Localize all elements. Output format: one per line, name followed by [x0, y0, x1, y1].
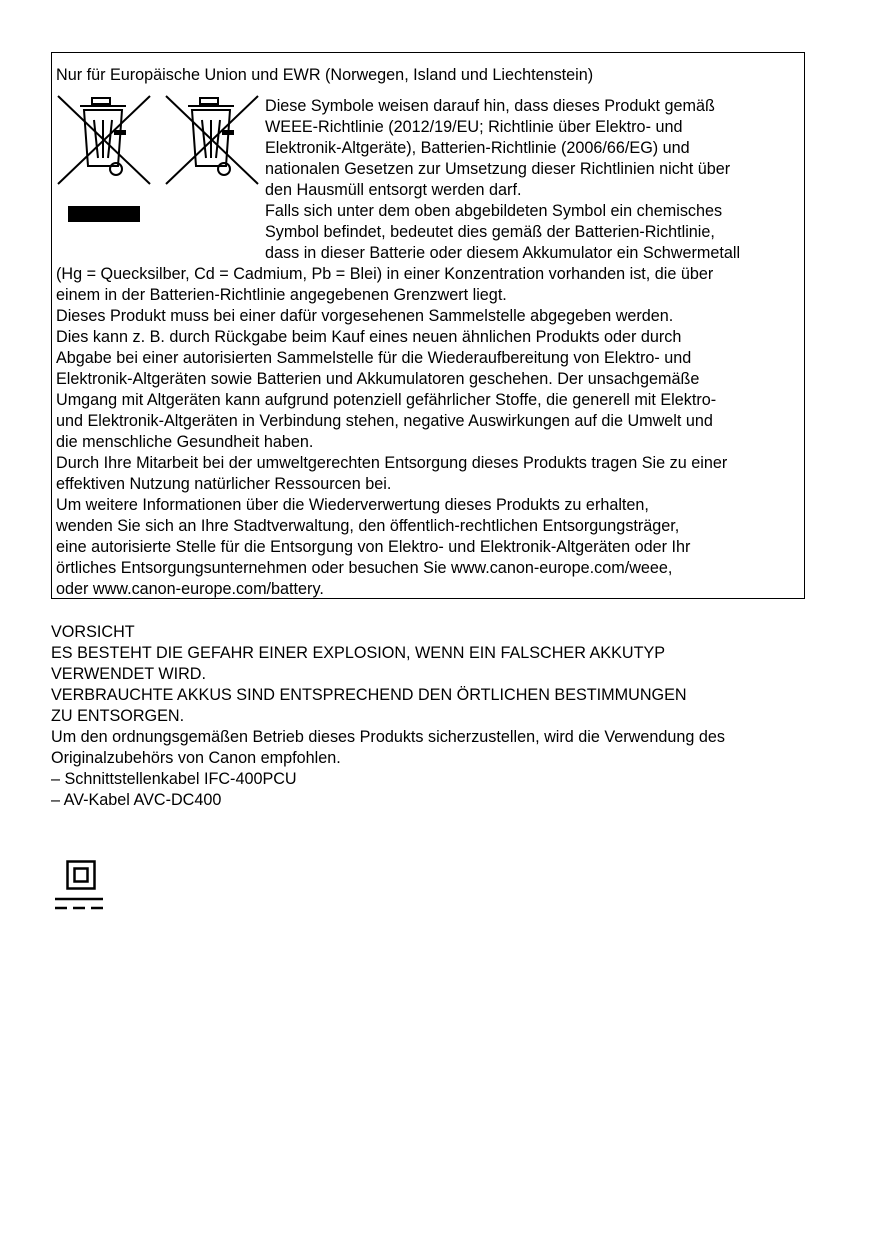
- weee-text-line: Falls sich unter dem oben abgebildeten Symbol ein chemisches: [265, 202, 723, 220]
- weee-text-line: Symbol befindet, bedeutet dies gemäß der Batterien-Richtlinie,: [265, 223, 715, 241]
- weee-text-line: Umgang mit Altgeräten kann aufgrund potenziell gefährlicher Stoffe, die generell mit Elektro-: [56, 391, 717, 409]
- caution-heading: VORSICHT: [51, 623, 135, 641]
- weee-text-line: einem in der Batterien-Richtlinie angegebenen Grenzwert liegt.: [56, 286, 507, 304]
- weee-text-line: Dieses Produkt muss bei einer dafür vorgesehenen Sammelstelle abgegeben werden.: [56, 307, 674, 325]
- accessory-item: – AV-Kabel AVC-DC400: [51, 791, 222, 809]
- weee-text-line: den Hausmüll entsorgt werden darf.: [265, 181, 522, 199]
- double-insulation-icon: [66, 860, 96, 890]
- weee-text-line: nationalen Gesetzen zur Umsetzung dieser Richtlinien nicht über: [265, 160, 731, 178]
- weee-text-line: oder www.canon-europe.com/battery.: [56, 580, 324, 598]
- weee-text-line: örtliches Entsorgungsunternehmen oder besuchen Sie www.canon-europe.com/weee,: [56, 559, 673, 577]
- weee-text-line: wenden Sie sich an Ihre Stadtverwaltung, den öffentlich-rechtlichen Entsorgungsträger,: [56, 517, 680, 535]
- caution-line: ZU ENTSORGEN.: [51, 707, 185, 725]
- weee-text-line: die menschliche Gesundheit haben.: [56, 433, 314, 451]
- caution-line: Um den ordnungsgemäßen Betrieb dieses Produkts sicherzustellen, wird die Verwendung des: [51, 728, 725, 746]
- weee-heading: Nur für Europäische Union und EWR (Norwegen, Island und Liechtenstein): [56, 66, 594, 84]
- crossed-out-wheelie-bin-icon: [164, 94, 260, 186]
- weee-text-line: Diese Symbole weisen darauf hin, dass dieses Produkt gemäß: [265, 97, 715, 115]
- weee-text-line: effektiven Nutzung natürlicher Ressourcen bei.: [56, 475, 392, 493]
- weee-text-line: Elektronik-Altgeräten sowie Batterien und Akkumulatoren geschehen. Der unsachgemäße: [56, 370, 700, 388]
- weee-text-line: Um weitere Informationen über die Wiederverwertung dieses Produkts zu erhalten,: [56, 496, 649, 514]
- caution-line: VERWENDET WIRD.: [51, 665, 206, 683]
- weee-text-line: dass in dieser Batterie oder diesem Akkumulator ein Schwermetall: [265, 244, 741, 262]
- direct-current-icon: [55, 896, 103, 912]
- caution-line: Originalzubehörs von Canon empfohlen.: [51, 749, 341, 767]
- weee-text-line: eine autorisierte Stelle für die Entsorgung von Elektro- und Elektronik-Altgeräten oder Ihr: [56, 538, 691, 556]
- caution-line: ES BESTEHT DIE GEFAHR EINER EXPLOSION, WENN EIN FALSCHER AKKUTYP: [51, 644, 666, 662]
- weee-text-line: und Elektronik-Altgeräten in Verbindung stehen, negative Auswirkungen auf die Umwelt und: [56, 412, 713, 430]
- weee-text-line: Elektronik-Altgeräte), Batterien-Richtlinie (2006/66/EG) und: [265, 139, 690, 157]
- solid-bar-icon: [68, 206, 140, 222]
- weee-text-line: Dies kann z. B. durch Rückgabe beim Kauf eines neuen ähnlichen Produkts oder durch: [56, 328, 682, 346]
- weee-text-line: (Hg = Quecksilber, Cd = Cadmium, Pb = Blei) in einer Konzentration vorhanden ist, die über: [56, 265, 714, 283]
- weee-text-line: Durch Ihre Mitarbeit bei der umweltgerechten Entsorgung dieses Produkts tragen Sie zu einer: [56, 454, 728, 472]
- caution-line: VERBRAUCHTE AKKUS SIND ENTSPRECHEND DEN ÖRTLICHEN BESTIMMUNGEN: [51, 686, 687, 704]
- weee-text-line: WEEE-Richtlinie (2012/19/EU; Richtlinie über Elektro- und: [265, 118, 683, 136]
- accessory-item: – Schnittstellenkabel IFC-400PCU: [51, 770, 297, 788]
- crossed-out-wheelie-bin-icon: [56, 94, 152, 186]
- weee-text-line: Abgabe bei einer autorisierten Sammelstelle für die Wiederaufbereitung von Elektro- und: [56, 349, 692, 367]
